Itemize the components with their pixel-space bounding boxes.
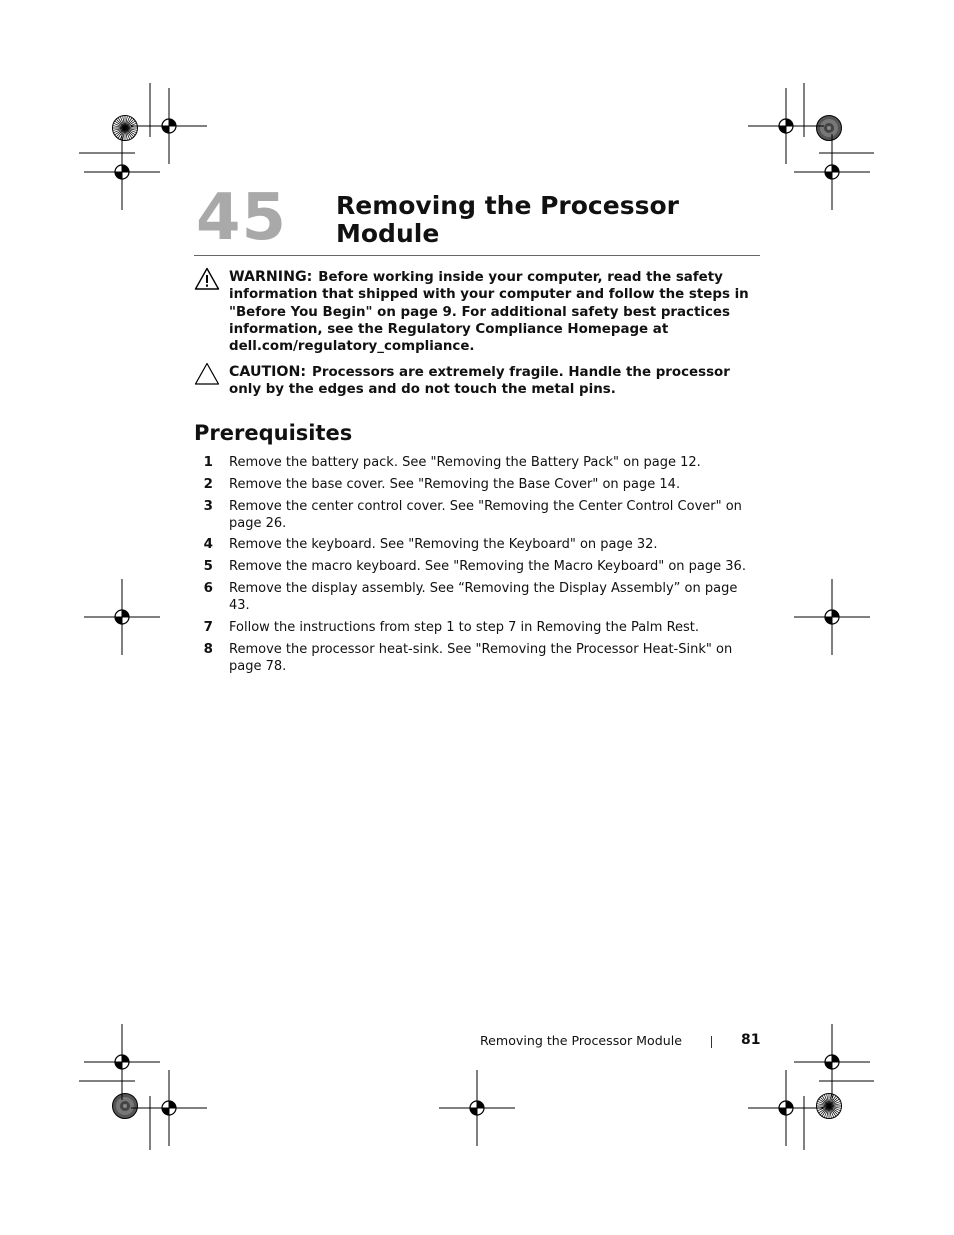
step-item xyxy=(194,536,754,553)
step-text: Remove the base cover. See "Removing the Base Cover" on page 14. xyxy=(229,476,681,492)
step-text: Follow the instructions from step 1 to step 7 in Removing the Palm Rest. xyxy=(229,619,700,635)
step-text: Remove the display assembly. See “Removing the Display Assembly” on page 43. xyxy=(229,580,738,613)
step-item xyxy=(194,619,754,636)
step-number: 5 xyxy=(203,559,213,575)
chapter-title-line-2: Module xyxy=(336,219,440,248)
step-text: Remove the battery pack. See "Removing the Battery Pack" on page 12. xyxy=(229,455,701,470)
warning-triangle-icon xyxy=(194,267,220,291)
chapter-number: 45 xyxy=(196,181,288,255)
step-number: 2 xyxy=(203,476,213,492)
footer-separator xyxy=(711,1036,712,1048)
prerequisites-steps-list xyxy=(194,454,754,679)
caution-text: Processors are extremely fragile. Handle the processor only by the edges and do not touch the metal pins. xyxy=(229,365,730,398)
step-text: Remove the processor heat-sink. See "Removing the Processor Heat-Sink" on page 78. xyxy=(229,641,733,674)
footer-chapter-title: Removing the Processor Module xyxy=(480,1033,682,1048)
step-number: 3 xyxy=(203,498,213,514)
step-text: Remove the macro keyboard. See "Removing the Macro Keyboard" on page 36. xyxy=(229,559,746,575)
warning-notice xyxy=(194,269,754,355)
step-item xyxy=(194,454,754,471)
chapter-title-line-1: Removing the Processor xyxy=(336,191,679,220)
warning-text-block xyxy=(229,269,754,355)
caution-notice xyxy=(194,364,754,399)
step-item xyxy=(194,498,754,532)
step-item xyxy=(194,580,754,614)
step-item xyxy=(194,476,754,493)
caution-text-block xyxy=(229,364,754,399)
warning-label: WARNING: xyxy=(229,269,313,285)
step-text: Remove the keyboard. See "Removing the Keyboard" on page 32. xyxy=(229,537,658,553)
step-number: 8 xyxy=(203,641,213,657)
step-number: 6 xyxy=(203,580,213,596)
step-number: 1 xyxy=(203,455,213,470)
prerequisites-heading: Prerequisites xyxy=(194,421,353,445)
step-number: 4 xyxy=(203,537,213,553)
step-number: 7 xyxy=(203,619,213,635)
chapter-title xyxy=(336,192,679,248)
warning-text: Before working inside your computer, read the safety information that shipped with your computer and follow the steps in "Before You Begin" on page 9. For additional safety best practices information, see the Regulatory Compliance Homepage at dell.com/regulatory_compliance. xyxy=(229,270,749,355)
caution-triangle-icon xyxy=(194,362,220,386)
step-text: Remove the center control cover. See "Removing the Center Control Cover" on page 26. xyxy=(229,498,742,531)
page-number: 81 xyxy=(741,1032,761,1048)
step-item xyxy=(194,558,754,575)
title-divider xyxy=(194,255,760,256)
step-item xyxy=(194,641,754,675)
caution-label: CAUTION: xyxy=(229,364,307,380)
